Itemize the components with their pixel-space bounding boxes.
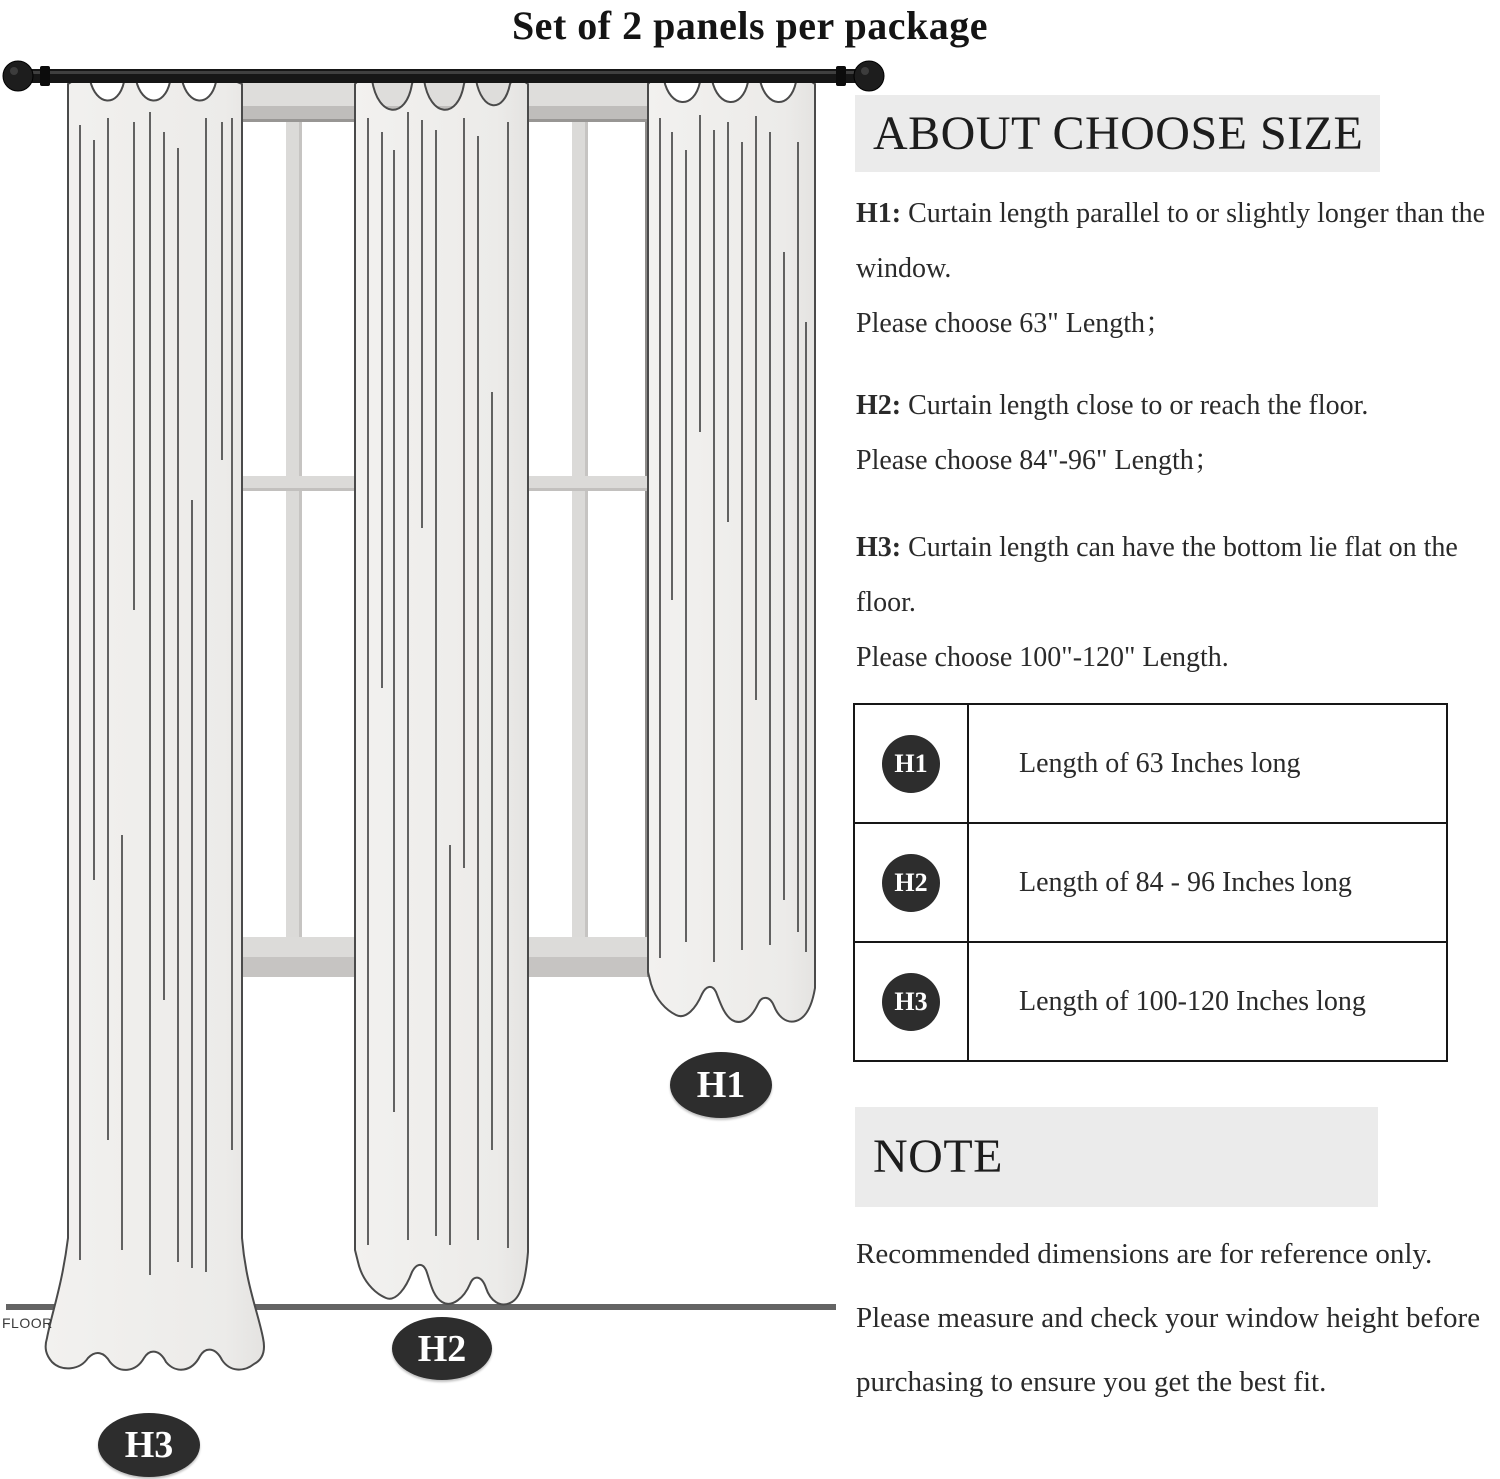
h3-prefix: H3:: [856, 532, 902, 563]
table-row-h2: [854, 823, 1447, 942]
about-choose-size-heading: [855, 95, 1380, 172]
h1-length-badge: H1: [670, 1052, 772, 1118]
curtain-panel-h3: [46, 77, 264, 1370]
page-title: Set of 2 panels per package: [511, 3, 989, 48]
size-guide-h1-paragraph: [856, 186, 1500, 351]
h2-desc: Curtain length close to or reach the floor.: [901, 390, 1369, 421]
curtain-panel-h2: [355, 77, 528, 1304]
h2-length-badge: H2: [392, 1317, 492, 1380]
h2-prefix: H2:: [856, 390, 902, 421]
h1-prefix: H1:: [856, 198, 902, 229]
note-heading-text: NOTE: [873, 1130, 1003, 1183]
size-guide-h2-paragraph: [856, 378, 1500, 488]
table-h1-length: Length of 63 Inches long: [968, 704, 1447, 823]
table-h3-badge: H3: [882, 973, 940, 1031]
h3-choose-line: Please choose 100"-120" Length.: [856, 642, 1229, 673]
note-heading-box: [855, 1107, 1378, 1207]
table-h1-badge: H1: [882, 735, 940, 793]
curtain-panel-h1: [648, 77, 815, 1022]
rod-finial-left: [3, 61, 33, 91]
h3-desc: Curtain length can have the bottom lie flat on the floor.: [856, 532, 1458, 618]
h2-choose-line: Please choose 84"-96" Length；: [856, 445, 1222, 476]
h3-length-badge: H3: [98, 1413, 200, 1477]
table-row-h3: [854, 942, 1447, 1061]
h1-choose-line: Please choose 63" Length；: [856, 308, 1174, 339]
table-h2-badge: H2: [882, 854, 940, 912]
size-table: [853, 703, 1448, 1062]
size-guide-h3-paragraph: [856, 520, 1500, 685]
h1-desc: Curtain length parallel to or slightly longer than the window.: [856, 198, 1486, 284]
table-row-h1: [854, 704, 1447, 823]
rod-finial-right: [854, 61, 884, 91]
note-paragraph: Recommended dimensions are for reference only. Please measure and check your window height before purchasing to ensure you get the best fit.: [856, 1238, 1481, 1398]
table-h2-length: Length of 84 - 96 Inches long: [968, 823, 1447, 942]
about-heading-text: ABOUT CHOOSE SIZE: [873, 107, 1364, 160]
floor-label: FLOOR: [2, 1315, 53, 1331]
table-h3-length: Length of 100-120 Inches long: [968, 942, 1447, 1061]
